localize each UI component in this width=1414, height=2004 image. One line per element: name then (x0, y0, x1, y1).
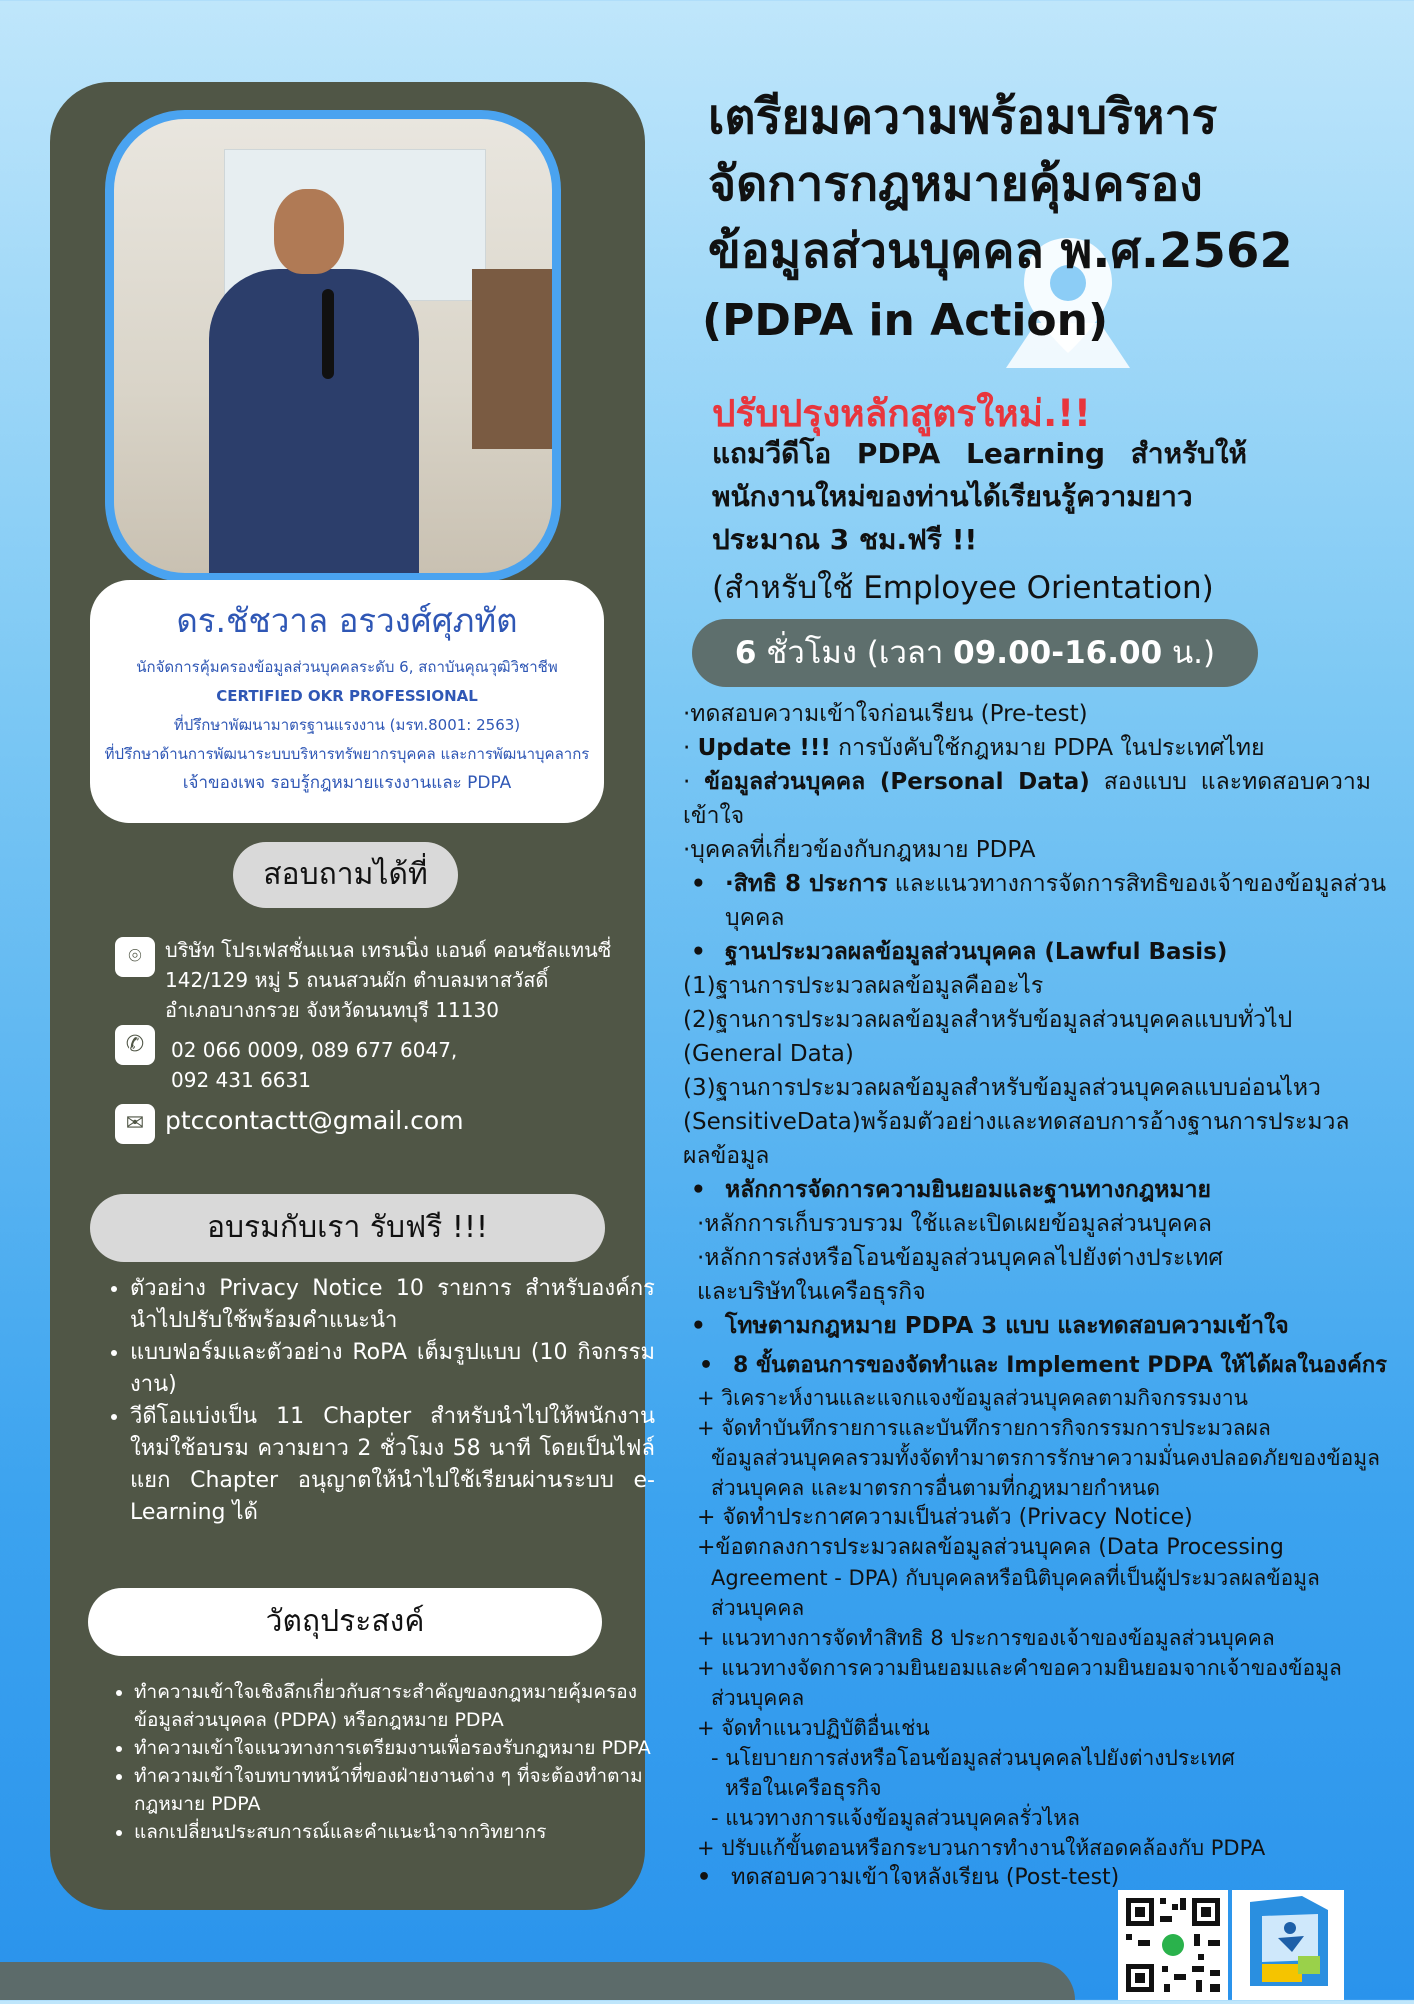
agenda-line: ส่วนบุคคล (711, 1686, 805, 1710)
agenda-line: - นโยบายการส่งหรือโอนข้อมูลส่วนบุคคลไปยังต่างประเทศ (711, 1746, 1235, 1770)
agenda-line: + วิเคราะห์งานและแจกแจงข้อมูลส่วนบุคคลตามกิจกรรมงาน (697, 1386, 1248, 1410)
promo-note: (สำหรับใช้ Employee Orientation) (712, 570, 1214, 606)
microphone (322, 289, 334, 379)
objectives-heading: วัตถุประสงค์ (88, 1588, 602, 1656)
qr-code-graphic (1118, 1890, 1228, 2000)
promo-word: Learning (966, 437, 1106, 470)
bookshelf (472, 269, 552, 449)
list-item: • แบบฟอร์มและตัวอย่าง RoPA เต็มรูปแบบ (10 กิจกรรมงาน) (130, 1337, 655, 1401)
contact-heading: สอบถามได้ที่ (233, 842, 458, 908)
personal-data-label: ข้อมูลส่วนบุคคล (Personal Data) (704, 769, 1090, 795)
phone-icon: ✆ (115, 1025, 155, 1065)
email-text[interactable]: ptccontactt@gmail.com (165, 1106, 464, 1135)
promo-word: สำหรับให้ (1130, 437, 1247, 470)
promo-word: PDPA (856, 437, 941, 470)
credential-1: นักจัดการคุ้มครองข้อมูลส่วนบุคคลระดับ 6, สถาบันคุณวุฒิวิชาชีพ (136, 658, 558, 676)
agenda-line: ข้อมูลส่วนบุคคลรวมทั้งจัดทำมาตรการรักษาความมั่นคงปลอดภัยของข้อมูล (711, 1446, 1380, 1470)
hours-text: ชั่วโมง (เวลา (756, 635, 954, 671)
speaker-name: ดร.ชัชวาล อรวงศ์ศุภทัต (176, 601, 518, 640)
agenda-line: + จัดทำบันทึกรายการและบันทึกรายการกิจกรรมการประมวลผล (697, 1416, 1271, 1440)
promo-line-3: ประมาณ 3 ชม.ฟรี !! (712, 523, 978, 556)
course-title (708, 84, 1293, 285)
speaker-card (90, 580, 604, 823)
hours-badge (692, 619, 1258, 687)
agenda-line: หรือในเครือธุรกิจ (725, 1776, 882, 1800)
agenda-line: · ข้อมูลส่วนบุคคล (Personal Data) สองแบบ และทดสอบความ (683, 769, 1371, 795)
list-item: • ทำความเข้าใจแนวทางการเตรียมงานเพื่อรองรับกฎหมาย PDPA (134, 1734, 654, 1762)
agenda-line: เข้าใจ (683, 803, 745, 829)
agenda-line: ·หลักการเก็บรวบรวม ใช้และเปิดเผยข้อมูลส่วนบุคคล (697, 1211, 1212, 1237)
credential-4: ที่ปรึกษาด้านการพัฒนาระบบบริหารทรัพยากรบุคคล และการพัฒนาบุคลากร (104, 745, 590, 763)
agenda-line: และบริษัทในเครือธุรกิจ (697, 1279, 926, 1305)
footer-bar (0, 1962, 1075, 2000)
agenda-line: (2)ฐานการประมวลผลข้อมูลสำหรับข้อมูลส่วนบุคคลแบบทั่วไป (683, 1007, 1293, 1033)
list-item: • วีดีโอแบ่งเป็น 11 Chapter สำหรับนำไปให้พนักงานใหม่ใช้อบรม ความยาว 2 ชั่วโมง 58 นาที โดยเป็นไฟล์แยก Chapter อนุญาตให้นำไปใช้เรียนผ่านระบบ e-Learning ได้ (130, 1401, 655, 1529)
agenda-line: • ·สิทธิ 8 ประการ และแนวทางการจัดการสิทธิของเจ้าของข้อมูลส่วน (683, 867, 1371, 901)
address-line-2: 142/129 หมู่ 5 ถนนสวนผัก ตำบลมหาสวัสดิ์ (165, 968, 549, 992)
list-item: • ตัวอย่าง Privacy Notice 10 รายการ สำหรับองค์กร นำไปปรับใช้พร้อมคำแนะนำ (130, 1273, 655, 1337)
course-subtitle: (PDPA in Action) (702, 295, 1109, 346)
ptc-logo-graphic (1232, 1890, 1344, 2000)
agenda-line: + แนวทางจัดการความยินยอมและคำขอความยินยอมจากเจ้าของข้อมูล (697, 1656, 1342, 1680)
speaker-photo (105, 110, 561, 582)
location-pin-icon: ⌾ (115, 937, 155, 977)
agenda-line: (3)ฐานการประมวลผลข้อมูลสำหรับข้อมูลส่วนบุคคลแบบอ่อนไหว (683, 1075, 1321, 1101)
agenda-line: • หลักการจัดการความยินยอมและฐานทางกฎหมาย (683, 1173, 1371, 1207)
update-label: Update !!! (697, 735, 831, 761)
agenda-line: ·บุคคลที่เกี่ยวข้องกับกฎหมาย PDPA (683, 837, 1036, 863)
speaker-suit (209, 269, 419, 582)
agenda-line: + จัดทำแนวปฏิบัติอื่นเช่น (697, 1716, 930, 1740)
email-icon: ✉ (115, 1104, 155, 1144)
list-item: • ทำความเข้าใจเชิงลึกเกี่ยวกับสาระสำคัญของกฎหมายคุ้มครองข้อมูลส่วนบุคคล (PDPA) หรือกฎหมาย PDPA (134, 1678, 654, 1734)
agenda-line: • 8 ขั้นตอนการของจัดทำและ Implement PDPA ให้ได้ผลในองค์กร (683, 1349, 1371, 1383)
speaker-head (274, 189, 344, 274)
promo-text (712, 432, 1247, 561)
agenda-line: ส่วนบุคคล และมาตรการอื่นตามที่กฎหมายกำหนด (711, 1476, 1160, 1500)
agenda-line: (SensitiveData)พร้อมตัวอย่างและทดสอบการอ้างฐานการประมวล (683, 1109, 1350, 1135)
agenda-line: + แนวทางการจัดทำสิทธิ 8 ประการของเจ้าของข้อมูลส่วนบุคคล (697, 1626, 1275, 1650)
agenda-line: • ฐานประมวลผลข้อมูลส่วนบุคคล (Lawful Basis) (683, 935, 1371, 969)
agenda-line: + จัดทำประกาศความเป็นส่วนตัว (Privacy Notice) (697, 1505, 1193, 1530)
agenda-line: บุคคล (725, 905, 785, 931)
promo-line-2: พนักงานใหม่ของท่านได้เรียนรู้ความยาว (712, 480, 1193, 513)
agenda-line: Agreement - DPA) กับบุคคลหรือนิติบุคคลที่เป็นผู้ประมวลผลข้อมูล (711, 1566, 1320, 1590)
agenda-line: • โทษตามกฎหมาย PDPA 3 แบบ และทดสอบความเข้าใจ (683, 1309, 1371, 1343)
title-line-1: เตรียมความพร้อมบริหาร (708, 89, 1218, 145)
title-line-2: จัดการกฎหมายคุ้มครอง (708, 156, 1203, 212)
qr-code[interactable] (1118, 1890, 1228, 2000)
ptc-logo (1232, 1890, 1344, 2000)
credential-5: เจ้าของเพจ รอบรู้กฎหมายแรงงานและ PDPA (182, 773, 512, 793)
phone-line-1: 02 066 0009, 089 677 6047, (171, 1038, 458, 1062)
phone-line-2: 092 431 6631 (171, 1068, 311, 1092)
hours-count: 6 (734, 635, 757, 671)
objectives-list (104, 1678, 654, 1846)
free-training-heading: อบรมกับเรา รับฟรี !!! (90, 1194, 605, 1262)
credential-3: ที่ปรึกษาพัฒนามาตรฐานแรงงาน (มรท.8001: 2563) (173, 716, 521, 734)
promo-word: แถมวีดีโอ (712, 437, 832, 470)
agenda-line: + ปรับแก้ขั้นตอนหรือกระบวนการทำงานให้สอดคล้องกับ PDPA (697, 1836, 1266, 1860)
agenda-line: +ข้อตกลงการประมวลผลข้อมูลส่วนบุคคล (Data Processing (697, 1535, 1284, 1560)
hours-unit: น.) (1162, 635, 1216, 671)
title-line-3: ข้อมูลส่วนบุคคล พ.ศ.2562 (708, 223, 1293, 279)
free-training-list (100, 1273, 655, 1529)
promo-headline: ปรับปรุงหลักสูตรใหม่.!! (712, 392, 1091, 435)
address-line-3: อำเภอบางกรวย จังหวัดนนทบุรี 11130 (165, 998, 499, 1022)
agenda-line: (1)ฐานการประมวลผลข้อมูลคืออะไร (683, 973, 1044, 999)
agenda-line: · Update !!! การบังคับใช้กฎหมาย PDPA ในประเทศไทย (683, 735, 1265, 761)
agenda-line: ส่วนบุคคล (711, 1596, 805, 1620)
agenda-line: ผลข้อมูล (683, 1143, 770, 1169)
hours-time: 09.00-16.00 (953, 635, 1163, 671)
agenda-line: • ทดสอบความเข้าใจหลังเรียน (Post-test) (683, 1863, 1371, 1893)
credential-2: CERTIFIED OKR PROFESSIONAL (216, 687, 478, 705)
agenda-line: ·ทดสอบความเข้าใจก่อนเรียน (Pre-test) (683, 701, 1088, 727)
address-line-1: บริษัท โปรเฟสชั่นแนล เทรนนิ่ง แอนด์ คอนซัลแทนซี่ (165, 938, 612, 962)
agenda-line: - แนวทางการแจ้งข้อมูลส่วนบุคคลรั่วไหล (711, 1806, 1080, 1830)
list-item: • แลกเปลี่ยนประสบการณ์และคำแนะนำจากวิทยากร (134, 1818, 654, 1846)
rights-label: ·สิทธิ 8 ประการ (725, 871, 888, 897)
agenda-line: ·หลักการส่งหรือโอนข้อมูลส่วนบุคคลไปยังต่างประเทศ (697, 1245, 1223, 1271)
agenda-line: (General Data) (683, 1041, 854, 1067)
list-item: • ทำความเข้าใจบทบาทหน้าที่ของฝ่ายงานต่าง ๆ ที่จะต้องทำตามกฎหมาย PDPA (134, 1762, 654, 1818)
agenda (683, 697, 1387, 1893)
